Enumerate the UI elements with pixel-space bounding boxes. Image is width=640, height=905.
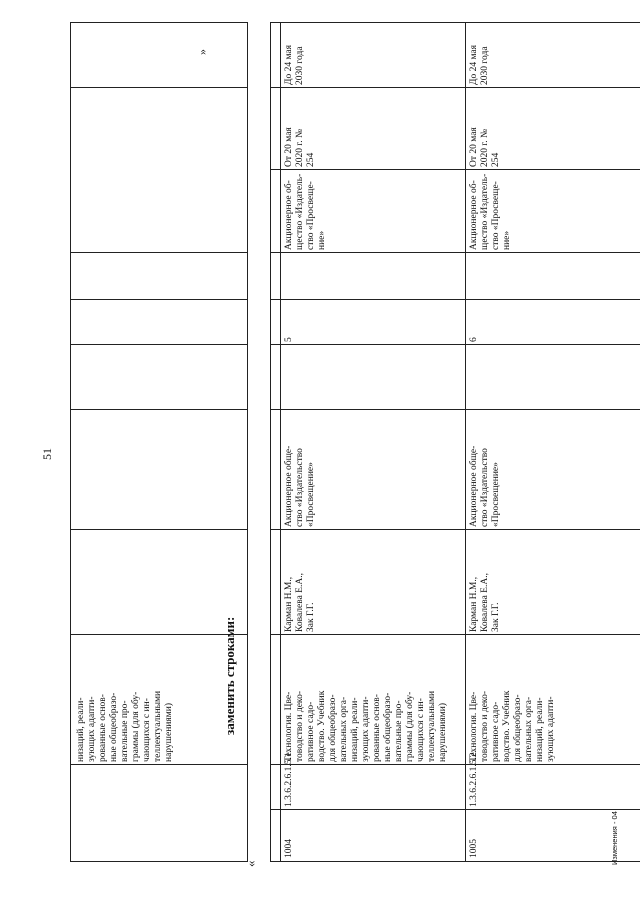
- page-number: 51: [40, 448, 54, 460]
- row-valid-from: От 20 мая 2020 г. № 254: [469, 127, 501, 167]
- row-code: 1.3.6.2.6.1.5.1.: [284, 750, 294, 807]
- table-divider: [70, 344, 248, 345]
- table-divider: [280, 22, 281, 862]
- row-authors: Карман Н.М., Ковалева Е.А., Зак Г.Г.: [284, 573, 316, 632]
- table-divider: [270, 529, 640, 530]
- row-grade: 5: [284, 337, 294, 342]
- row-title: Технология. Цве- товодство и деко- ративное садо- водство. Учебник для общеобразо- вательных орга- низаций, реали- зующих адапти- рованные основ- ные общеобразо- вательные про- граммы (для обу- чающихся с ин- теллектуальными нарушениями): [284, 690, 448, 762]
- continuation-title-cell: низаций, реали- зующих адапти- рованные основ- ные общеобразо- вательные про- граммы (для обу- чающихся с ин- теллектуальными нарушениями): [76, 690, 174, 762]
- row-grade: 6: [469, 337, 479, 342]
- row-valid-to: До 24 мая 2030 года: [284, 44, 305, 85]
- row-publisher: Акционерное обще- ство «Издательство «Просвещение»: [284, 445, 316, 527]
- table-divider: [270, 169, 640, 170]
- table-divider: [70, 252, 248, 253]
- table-divider: [270, 764, 640, 765]
- replace-label: заменить строками:: [222, 616, 237, 735]
- table-divider: [465, 22, 466, 862]
- row-organization: Акционерное об- щество «Издатель- ство «Просвеще- ние»: [469, 173, 512, 250]
- table-divider: [70, 87, 248, 88]
- table-divider: [70, 529, 248, 530]
- table-divider: [270, 634, 640, 635]
- close-quote: »: [195, 49, 209, 55]
- row-number: 1005: [469, 839, 479, 858]
- row-publisher: Акционерное обще- ство «Издательство «Просвещение»: [469, 445, 501, 527]
- table-divider: [270, 409, 640, 410]
- footer-text: Изменения - 04: [610, 811, 619, 865]
- open-quote: «: [243, 860, 258, 867]
- table-divider: [270, 87, 640, 88]
- table-divider: [270, 809, 640, 810]
- row-valid-to: До 24 мая 2030 года: [469, 44, 490, 85]
- row-authors: Карман Н.М., Ковалева Е.А., Зак Г.Г.: [469, 573, 501, 632]
- row-number: 1004: [284, 839, 294, 858]
- row-title: Технология. Цве- товодство и деко- ративное садо- водство. Учебник для общеобразо- вательных орга- низаций, реали- зующих адапти-: [469, 690, 556, 762]
- row-organization: Акционерное об- щество «Издатель- ство «Просвеще- ние»: [284, 173, 327, 250]
- table-divider: [270, 344, 640, 345]
- table-divider: [70, 409, 248, 410]
- table-divider: [70, 764, 248, 765]
- table-divider: [70, 299, 248, 300]
- row-valid-from: От 20 мая 2020 г. № 254: [284, 127, 316, 167]
- row-code: 1.3.6.2.6.1.5.2.: [469, 750, 479, 807]
- table-divider: [270, 299, 640, 300]
- table-divider: [270, 252, 640, 253]
